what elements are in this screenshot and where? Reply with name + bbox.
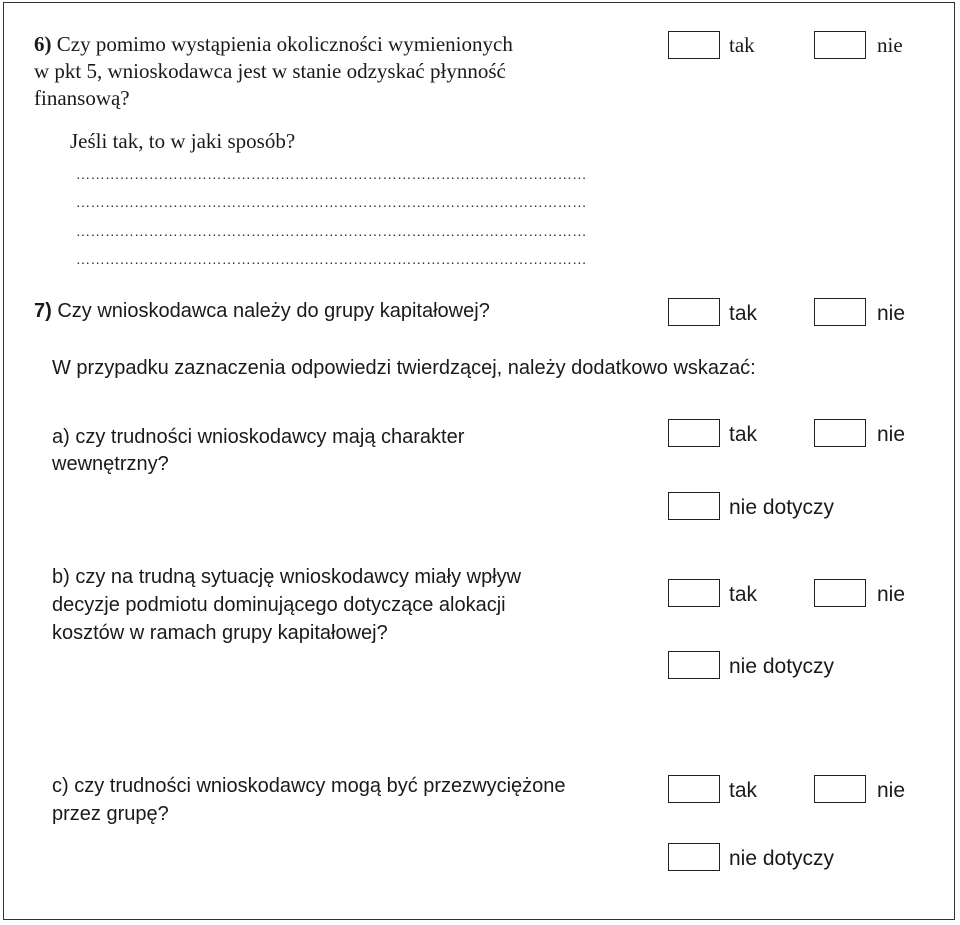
qc-nie-dotyczy-label: nie dotyczy [729,847,835,870]
qa-nie-checkbox[interactable] [814,419,866,447]
qb-tak-checkbox[interactable] [668,579,720,607]
q6-tak-label: tak [729,33,755,57]
q6-answer-line-3[interactable]: …………………………………………………………………………………………… [76,225,587,240]
qa-nie-label: nie [877,423,906,446]
q6-nie-label: nie [877,33,903,57]
q6-number: 6) [34,32,52,56]
q7-nie-label: nie [877,302,906,325]
qc-nie-checkbox[interactable] [814,775,866,803]
qc-tak-checkbox[interactable] [668,775,720,803]
q6-followup: Jeśli tak, to w jaki sposób? [70,129,296,153]
qb-text-line1: b) czy na trudną sytuację wnioskodawcy miały wpływ [52,566,522,588]
qa-nie-dotyczy-label: nie dotyczy [729,496,835,519]
qc-nie-dotyczy-checkbox[interactable] [668,843,720,871]
q7-tak-label: tak [729,302,758,325]
qc-tak-label: tak [729,779,758,802]
qb-nie-dotyczy-checkbox[interactable] [668,651,720,679]
qb-nie-label: nie [877,583,906,606]
qb-tak-label: tak [729,583,758,606]
q6-text-line1: Czy pomimo wystąpienia okoliczności wymienionych [56,32,513,56]
qa-text-line2: wewnętrzny? [52,453,169,475]
q6-answer-line-1[interactable]: …………………………………………………………………………………………… [76,168,587,183]
q6-nie-checkbox[interactable] [814,31,866,59]
qb-nie-checkbox[interactable] [814,579,866,607]
q6-answer-line-2[interactable]: …………………………………………………………………………………………… [76,196,587,211]
q6-answer-line-4[interactable]: …………………………………………………………………………………………… [76,253,587,268]
qc-nie-label: nie [877,779,906,802]
q7-line [34,298,490,325]
qa-text-line1: a) czy trudności wnioskodawcy mają charakter [52,426,465,448]
q7-number: 7) [34,300,52,322]
qb-nie-dotyczy-label: nie dotyczy [729,655,835,678]
qc-text-line1: c) czy trudności wnioskodawcy mogą być przezwyciężone [52,775,566,797]
q7-text: Czy wnioskodawca należy do grupy kapitałowej? [57,300,490,322]
qc-text-line2: przez grupę? [52,803,169,825]
qa-tak-label: tak [729,423,758,446]
q7-tak-checkbox[interactable] [668,298,720,326]
q7-nie-checkbox[interactable] [814,298,866,326]
qa-nie-dotyczy-checkbox[interactable] [668,492,720,520]
qb-text-line2: decyzje podmiotu dominującego dotyczące alokacji [52,594,506,616]
q7-instruction: W przypadku zaznaczenia odpowiedzi twierdzącej, należy dodatkowo wskazać: [52,357,756,379]
qb-text-line3: kosztów w ramach grupy kapitałowej? [52,622,388,644]
q6-line1 [34,31,513,58]
qa-tak-checkbox[interactable] [668,419,720,447]
q6-text-line2: w pkt 5, wnioskodawca jest w stanie odzyskać płynność [34,59,506,83]
q6-tak-checkbox[interactable] [668,31,720,59]
q6-text-line3: finansową? [34,86,130,110]
